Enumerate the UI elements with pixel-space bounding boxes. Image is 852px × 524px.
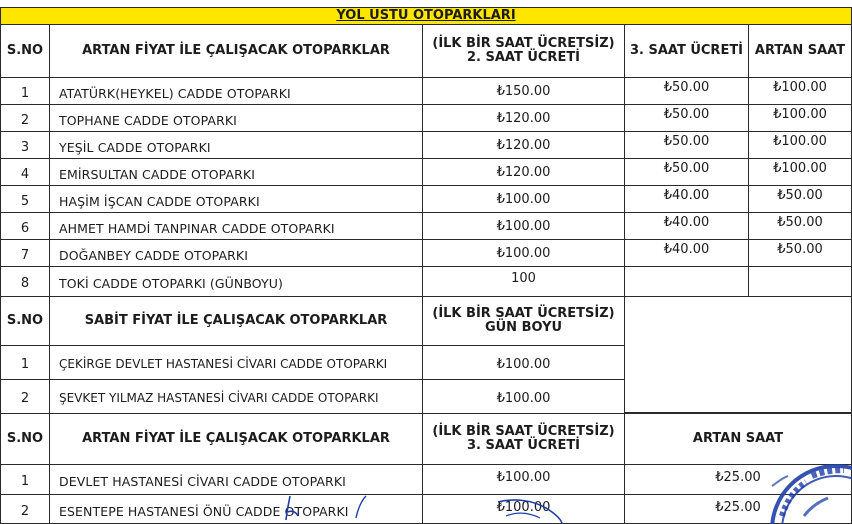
- table-row-price-extra: ₺25.00: [624, 494, 852, 524]
- table-row-sno: 5: [0, 185, 50, 213]
- table-row-name: DEVLET HASTANESİ CİVARI CADDE OTOPARKI: [49, 464, 423, 495]
- s1-header-name: ARTAN FİYAT İLE ÇALIŞACAK OTOPARKLAR: [49, 24, 423, 78]
- table-row-sno: 1: [0, 77, 50, 105]
- table-row-price-3h: ₺50.00: [624, 104, 749, 132]
- table-row-price-2h: ₺150.00: [422, 77, 625, 105]
- table-row-price-day: ₺100.00: [422, 379, 625, 414]
- s3-header-name: ARTAN FİYAT İLE ÇALIŞACAK OTOPARKLAR: [49, 413, 423, 465]
- table-row-name: TOKİ CADDE OTOPARKI (GÜNBOYU): [49, 266, 423, 297]
- s2-header-name: SABİT FİYAT İLE ÇALIŞACAK OTOPARKLAR: [49, 296, 423, 346]
- table-row-name: AHMET HAMDİ TANPINAR CADDE OTOPARKI: [49, 212, 423, 240]
- table-row-sno: 2: [0, 494, 50, 524]
- table-row-sno: 7: [0, 239, 50, 267]
- table-row-price-extra: ₺100.00: [748, 158, 852, 186]
- table-row-price-3h: ₺100.00: [422, 464, 625, 495]
- table-row-price-extra: ₺50.00: [748, 185, 852, 213]
- table-row-price-2h: ₺100.00: [422, 239, 625, 267]
- table-row-name: YEŞİL CADDE OTOPARKI: [49, 131, 423, 159]
- table-row-sno: 2: [0, 379, 50, 414]
- table-row-price-2h: ₺120.00: [422, 104, 625, 132]
- table-title: YOL ÜSTÜ OTOPARKLARI: [0, 7, 852, 25]
- table-row-sno: 2: [0, 104, 50, 132]
- table-row-name: ESENTEPE HASTANESİ ÖNÜ CADDE OTOPARKI: [49, 494, 423, 524]
- table-row-name: ŞEVKET YILMAZ HASTANESİ CİVARI CADDE OTOPARKI: [49, 379, 423, 414]
- table-row-price-3h: ₺50.00: [624, 77, 749, 105]
- s1-header-extra-hour: ARTAN SAAT: [748, 24, 852, 78]
- table-row-sno: 8: [0, 266, 50, 297]
- s1-header-second-hour: (İLK BİR SAAT ÜCRETSİZ) 2. SAAT ÜCRETİ: [422, 24, 625, 78]
- empty-area: [624, 296, 852, 413]
- table-row-price-3h: [624, 266, 749, 297]
- table-row-price-2h: ₺120.00: [422, 158, 625, 186]
- table-row-price-extra: ₺100.00: [748, 77, 852, 105]
- table-row-price-3h: ₺40.00: [624, 212, 749, 240]
- table-row-price-extra: ₺50.00: [748, 212, 852, 240]
- table-row-sno: 3: [0, 131, 50, 159]
- table-row-price-3h: ₺40.00: [624, 239, 749, 267]
- table-row-price-2h: ₺120.00: [422, 131, 625, 159]
- table-row-price-extra: ₺25.00: [624, 464, 852, 495]
- table-row-price-extra: [748, 266, 852, 297]
- table-row-price-extra: ₺100.00: [748, 104, 852, 132]
- s3-header-sno: S.NO: [0, 413, 50, 465]
- table-row-price-extra: ₺100.00: [748, 131, 852, 159]
- s3-header-extra-hour: ARTAN SAAT: [624, 413, 852, 465]
- table-row-name: TOPHANE CADDE OTOPARKI: [49, 104, 423, 132]
- table-row-price-3h: ₺50.00: [624, 158, 749, 186]
- table-row-price-extra: ₺50.00: [748, 239, 852, 267]
- table-row-name: ATATÜRK(HEYKEL) CADDE OTOPARKI: [49, 77, 423, 105]
- s1-header-sno: S.NO: [0, 24, 50, 78]
- s2-header-sno: S.NO: [0, 296, 50, 346]
- table-row-price-day: ₺100.00: [422, 345, 625, 380]
- table-row-name: ÇEKİRGE DEVLET HASTANESİ CİVARI CADDE OTOPARKI: [49, 345, 423, 380]
- s3-header-third-hour: (İLK BİR SAAT ÜCRETSİZ) 3. SAAT ÜCRETİ: [422, 413, 625, 465]
- table-row-sno: 6: [0, 212, 50, 240]
- table-row-price-3h: ₺50.00: [624, 131, 749, 159]
- table-row-name: HAŞİM İŞCAN CADDE OTOPARKI: [49, 185, 423, 213]
- s2-header-day-price: (İLK BİR SAAT ÜCRETSİZ) GÜN BOYU: [422, 296, 625, 346]
- s1-header-third-hour: 3. SAAT ÜCRETİ: [624, 24, 749, 78]
- table-row-price-3h: ₺40.00: [624, 185, 749, 213]
- table-row-sno: 1: [0, 345, 50, 380]
- table-row-price-2h: ₺100.00: [422, 185, 625, 213]
- table-row-sno: 4: [0, 158, 50, 186]
- table-row-price-3h: ₺100.00: [422, 494, 625, 524]
- table-row-price-2h: ₺100.00: [422, 212, 625, 240]
- table-row-name: EMİRSULTAN CADDE OTOPARKI: [49, 158, 423, 186]
- table-row-sno: 1: [0, 464, 50, 495]
- table-row-price-2h: 100: [422, 266, 625, 297]
- table-row-name: DOĞANBEY CADDE OTOPARKI: [49, 239, 423, 267]
